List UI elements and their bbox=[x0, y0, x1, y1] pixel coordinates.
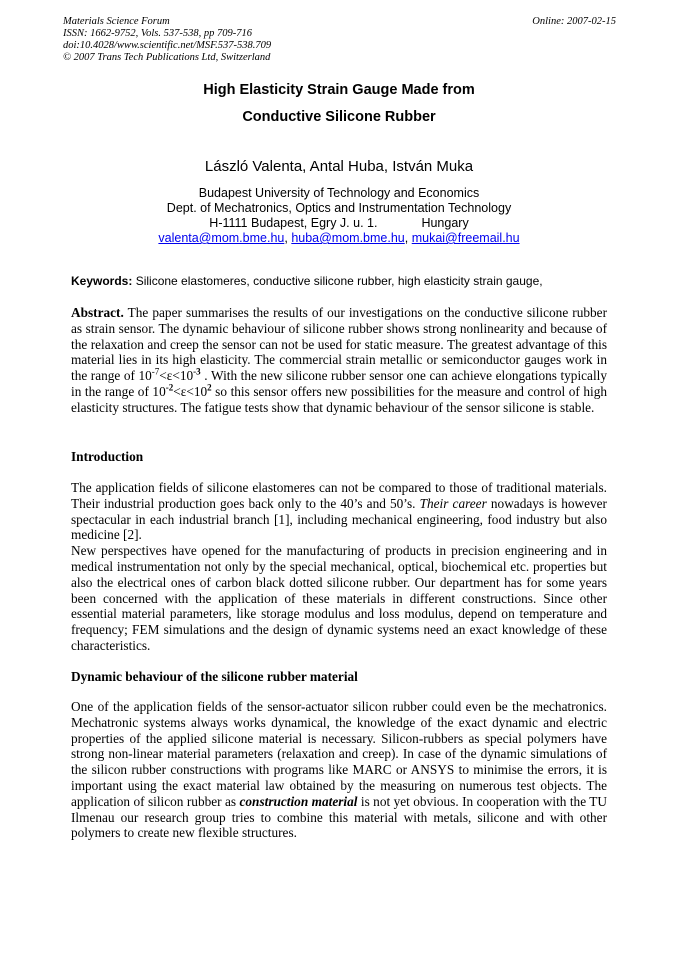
paragraph-text: nowadays is however spectacular in each industrial branch [1], including mechanical engineering, food industry but also medicine [2]. bbox=[71, 495, 607, 543]
issn-line: ISSN: 1662-9752, Vols. 537-538, pp 709-716 bbox=[63, 28, 252, 39]
journal-name: Materials Science Forum bbox=[63, 16, 170, 27]
exponent: -3 bbox=[193, 366, 201, 377]
introduction-body bbox=[71, 480, 607, 654]
paper-title-line-2: Conductive Silicone Rubber bbox=[242, 109, 436, 125]
paragraph bbox=[71, 699, 607, 841]
exponent: -7 bbox=[151, 366, 160, 377]
email-separator: , bbox=[404, 231, 412, 245]
abstract-text: The paper summarises the results of our investigations on the conductive silicone rubber as strain sensor. The dynamic behaviour of silicone rubber shows strong nonlinearity and because of the relaxation and creep the sensor can not be used for static measure. The greatest advantage of this material lies in its high elasticity. The commercial strain metallic or semiconductor gauges work in the range of 10 bbox=[71, 305, 607, 384]
university-name: Budapest University of Technology and Economics bbox=[198, 186, 480, 200]
abstract bbox=[71, 305, 607, 416]
affiliation bbox=[0, 186, 678, 246]
abstract-label: Abstract. bbox=[71, 305, 124, 320]
department-name: Dept. of Mechatronics, Optics and Instrumentation Technology bbox=[166, 201, 512, 215]
email-link-muka[interactable]: mukai@freemail.hu bbox=[411, 231, 520, 245]
email-link-valenta[interactable]: valenta@mom.bme.hu bbox=[158, 231, 285, 245]
dynamic-behaviour-body bbox=[71, 699, 607, 841]
copyright-line: © 2007 Trans Tech Publications Ltd, Switzerland bbox=[63, 52, 271, 63]
italic-phrase: Their career bbox=[419, 495, 487, 511]
address-street: H-1111 Budapest, Egry J. u. 1. bbox=[209, 216, 378, 230]
email-link-huba[interactable]: huba@mom.bme.hu bbox=[291, 231, 405, 245]
keywords-text: Silicone elastomeres, conductive silicone rubber, high elasticity strain gauge, bbox=[132, 274, 543, 288]
postal-address bbox=[0, 216, 678, 231]
address-country: Hungary bbox=[421, 216, 469, 230]
abstract-text: . With the new silicone rubber sensor one can achieve elongations typically in the range of 10 bbox=[71, 368, 607, 399]
online-date: Online: 2007-02-15 bbox=[532, 16, 616, 27]
doi-line: doi:10.4028/www.scientific.net/MSF.537-538.709 bbox=[63, 40, 272, 51]
exponent: 2 bbox=[207, 382, 212, 393]
exponent: -2 bbox=[165, 382, 174, 393]
keywords bbox=[71, 274, 607, 288]
section-heading-introduction: Introduction bbox=[71, 449, 144, 464]
paper-title-line-1: High Elasticity Strain Gauge Made from bbox=[203, 82, 475, 98]
paragraph-text: The application fields of silicone elastomeres can not be compared to those of traditional materials. Their industrial production goes back only to the 40’s and 50’s. bbox=[71, 480, 607, 511]
journal-header bbox=[63, 16, 271, 64]
paragraph-text: One of the application fields of the sensor-actuator silicon rubber could even be the mechatronics. Mechatronic systems always works dynamical, the knowledge of the exact dynamic and electric properties of the applied silicone material is necessary. Silicon-rubbers as special polymers have strong non-linear material parameters (relaxation and creep). In case of the dynamic simulations of the silicon rubber constructions with programs like MARC or ANSYS to minimise the errors, it is important using the exact material law obtained by the measuring on numerous test objects. The application of silicon rubber as bbox=[71, 699, 607, 809]
keywords-label: Keywords: bbox=[71, 274, 133, 288]
email-list bbox=[0, 231, 678, 246]
paragraph bbox=[71, 480, 607, 543]
abstract-text: <ε<10 bbox=[159, 368, 194, 384]
author-list: László Valenta, Antal Huba, István Muka bbox=[204, 158, 474, 175]
email-separator: , bbox=[284, 231, 292, 245]
abstract-text: <ε<10 bbox=[173, 383, 208, 399]
paragraph: New perspectives have opened for the manufacturing of products in precision engineering and in medical instrumentation not only by the special mechanical, optical, biochemical etc. properties but also the electrical ones of carbon black dotted silicone rubber. Our department has for some years been concerned with the application of these materials in different constructions. Since other essential material parameters, like storage modulus and loss modulus, depend on temperature and frequency; FEM simulations and the design of dynamic systems need an exact knowledge of these characteristics. bbox=[71, 543, 607, 653]
paragraph-text: is not yet obvious. In cooperation with the TU Ilmenau our research group tries to combine this material with metals, silicone and with other polymers to create new flexible structures. bbox=[71, 793, 608, 841]
abstract-text: so this sensor offers new possibilities for the measure and control of high elasticity structures. The fatigue tests show that dynamic behaviour of the sensor silicone is stable. bbox=[71, 383, 607, 415]
section-heading-dynamic-behaviour: Dynamic behaviour of the silicone rubber material bbox=[71, 669, 358, 684]
emphasis-phrase: construction material bbox=[239, 793, 358, 809]
